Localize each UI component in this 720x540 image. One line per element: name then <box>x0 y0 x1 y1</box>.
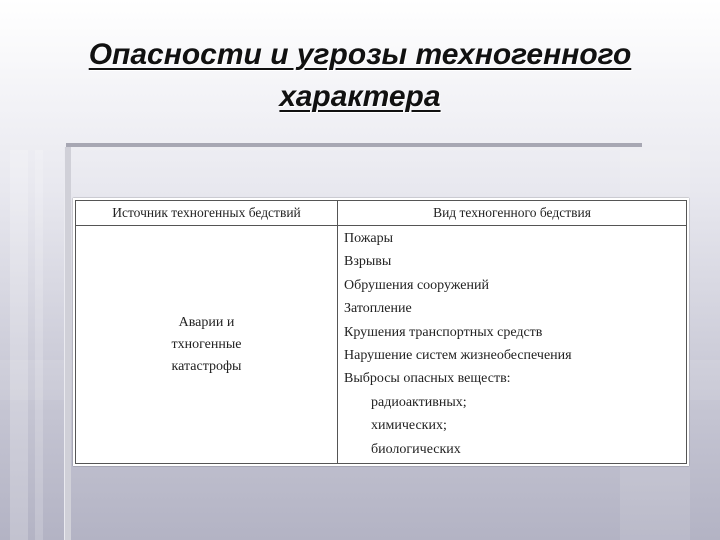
type-item-hazardous-releases: Выбросы опасных веществ: <box>344 371 511 387</box>
source-line: Аварии и <box>178 314 235 330</box>
type-item-life-support-failure: Нарушение систем жизнеобеспечения <box>344 348 572 364</box>
type-item-transport-wrecks: Крушения транспортных средств <box>344 324 543 340</box>
header-type: Вид техногенного бедствия <box>338 201 687 226</box>
background-stripe <box>35 150 43 540</box>
hazard-table-card <box>73 198 689 466</box>
source-cell <box>76 226 338 464</box>
slide-title-line-1: Опасности и угрозы техногенного <box>88 38 632 71</box>
type-item-fires: Пожары <box>344 231 394 246</box>
background-stripe <box>10 150 28 540</box>
slide-title-line-2: характера <box>279 80 441 113</box>
source-line: тхногенные <box>171 336 242 352</box>
type-item-flooding: Затопление <box>344 301 412 317</box>
header-source: Источник техногенных бедствий <box>76 201 338 226</box>
slide-title <box>0 34 720 118</box>
substance-item-biological: биологических <box>371 441 461 457</box>
type-cell <box>338 226 687 464</box>
table-header-row <box>76 201 687 226</box>
type-item-explosions: Взрывы <box>344 254 392 270</box>
decorative-left-bar <box>64 147 71 540</box>
type-item-collapses: Обрушения сооружений <box>344 277 489 293</box>
hazard-table <box>75 200 687 464</box>
substance-item-chemical: химических; <box>371 418 447 434</box>
table-row <box>76 226 687 464</box>
substance-item-radioactive: радиоактивных; <box>371 394 467 410</box>
decorative-top-rule <box>66 143 642 147</box>
source-line: катастрофы <box>171 358 242 374</box>
